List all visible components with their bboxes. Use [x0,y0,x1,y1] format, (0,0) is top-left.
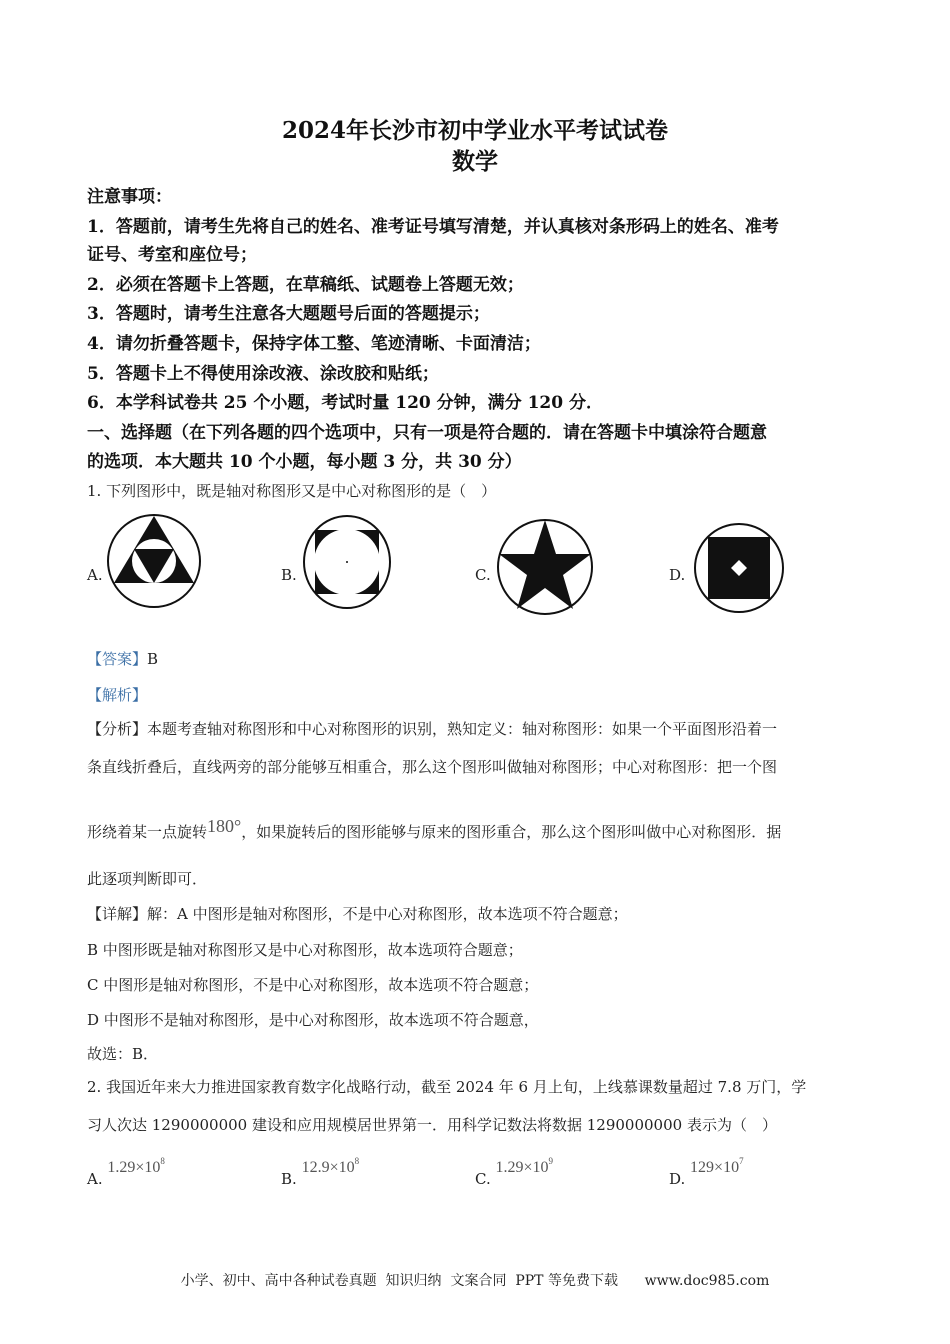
q2-option-c-base: 1.29×10 [495,1159,549,1176]
q2-option-d-exp: 7 [739,1156,744,1166]
page-footer: 小学、初中、高中各种试卷真题 知识归纳 文案合同 PPT 等免费下载 www.doc985.com [180,1273,770,1289]
answer-tag: 【答案】 [87,650,148,668]
section-heading-line1: 一、选择题（在下列各题的四个选项中，只有一项是符合题的．请在答题卡中填涂符合题意 [87,423,767,443]
q2-option-d-base: 129×10 [690,1159,740,1176]
notice-item-4: 4．请勿折叠答题卡，保持字体工整、笔迹清晰、卡面清洁； [87,334,541,354]
analysis-line-2: 条直线折叠后，直线两旁的部分能够互相重合，那么这个图形叫做轴对称图形；中心对称图形：把一个图 [87,758,778,776]
notice-item-2: 2．必须在答题卡上答题，在草稿纸、试题卷上答题无效； [87,275,524,295]
q2-option-b-math [301,1156,360,1176]
question-1-stem: 1. 下列图形中，既是轴对称图形又是中心对称图形的是（ ） [87,482,497,500]
q1-option-d-label: D. [669,566,686,584]
q2-option-c-label: C. [475,1170,491,1188]
q2-option-d-math [690,1156,744,1176]
triforce-circle-figure-icon [106,513,202,609]
detail-line-3: C 中图形是轴对称图形，不是中心对称图形，故本选项不符合题意； [87,976,539,994]
detail-line-2: B 中图形既是轴对称图形又是中心对称图形，故本选项符合题意； [87,941,523,959]
q2-option-b [281,1152,360,1188]
exam-title: 2024年长沙市初中学业水平考试试卷 [281,117,668,144]
section-heading-line2: 的选项．本大题共 10 个小题，每小题 3 分，共 30 分） [87,452,522,472]
question-2-stem-line2: 习人次达 1290000000 建设和应用规模居世界第一．用科学记数法将数据 1290000000 表示为（ ） [87,1116,777,1134]
angle-180-math: 180° [207,816,242,836]
analysis-line-3-post: ，如果旋转后的图形能够与原来的图形重合，那么这个图形叫做中心对称图形．据 [241,823,782,841]
notice-item-1b: 证号、考室和座位号； [87,245,257,265]
q2-option-c-exp: 9 [548,1156,554,1166]
notice-heading: 注意事项： [87,187,172,207]
detail-line-5: 故选：B． [87,1045,159,1063]
analysis-tag: 【解析】 [87,686,148,704]
square-diamond-circle-figure-icon [693,522,785,614]
question-2-stem-line1: 2. 我国近年来大力推进国家教育数字化战略行动，截至 2024 年 6 月上旬，上线慕课数量超过 7.8 万门，学 [87,1078,807,1096]
exam-subject: 数学 [452,148,498,175]
analysis-line-4: 此逐项判断即可． [87,870,208,888]
notice-item-5: 5．答题卡上不得使用涂改液、涂改胶和贴纸； [87,364,439,384]
q2-option-c [475,1152,554,1188]
q1-option-a-label: A. [87,566,103,584]
notice-item-6: 6．本学科试卷共 25 个小题，考试时量 120 分钟，满分 120 分． [87,393,603,413]
analysis-line-3 [87,816,782,841]
detail-line-1: 【详解】解：A 中图形是轴对称图形，不是中心对称图形，故本选项不符合题意； [87,905,628,923]
analysis-line-1: 【分析】本题考查轴对称图形和中心对称图形的识别，熟知定义：轴对称图形：如果一个平面图形沿着一 [87,720,778,738]
answer-value: B [147,650,159,668]
q2-option-a-math [107,1156,165,1176]
q2-option-d-label: D. [669,1170,686,1188]
analysis-line-3-pre: 形绕着某一点旋转 [87,823,208,841]
q2-option-d [669,1152,744,1188]
q2-option-a [87,1152,165,1188]
answer-line [87,650,158,668]
q2-option-b-base: 12.9×10 [301,1159,355,1176]
detail-line-4: D 中图形不是轴对称图形，是中心对称图形，故本选项不符合题意， [87,1011,539,1029]
q2-option-c-math [495,1156,554,1176]
q2-option-a-base: 1.29×10 [107,1159,161,1176]
square-circle-figure-icon [302,514,392,610]
q2-option-b-exp: 8 [354,1156,360,1166]
q2-option-a-label: A. [87,1170,103,1188]
star-circle-figure-icon [496,518,594,616]
q2-option-a-exp: 8 [160,1156,165,1166]
notice-item-1a: 1．答题前，请考生先将自己的姓名、准考证号填写清楚，并认真核对条形码上的姓名、准考 [87,217,779,237]
q1-option-c-label: C. [475,566,491,584]
q1-option-b-label: B. [281,566,297,584]
notice-item-3: 3．答题时，请考生注意各大题题号后面的答题提示； [87,304,490,324]
q2-option-b-label: B. [281,1170,297,1188]
